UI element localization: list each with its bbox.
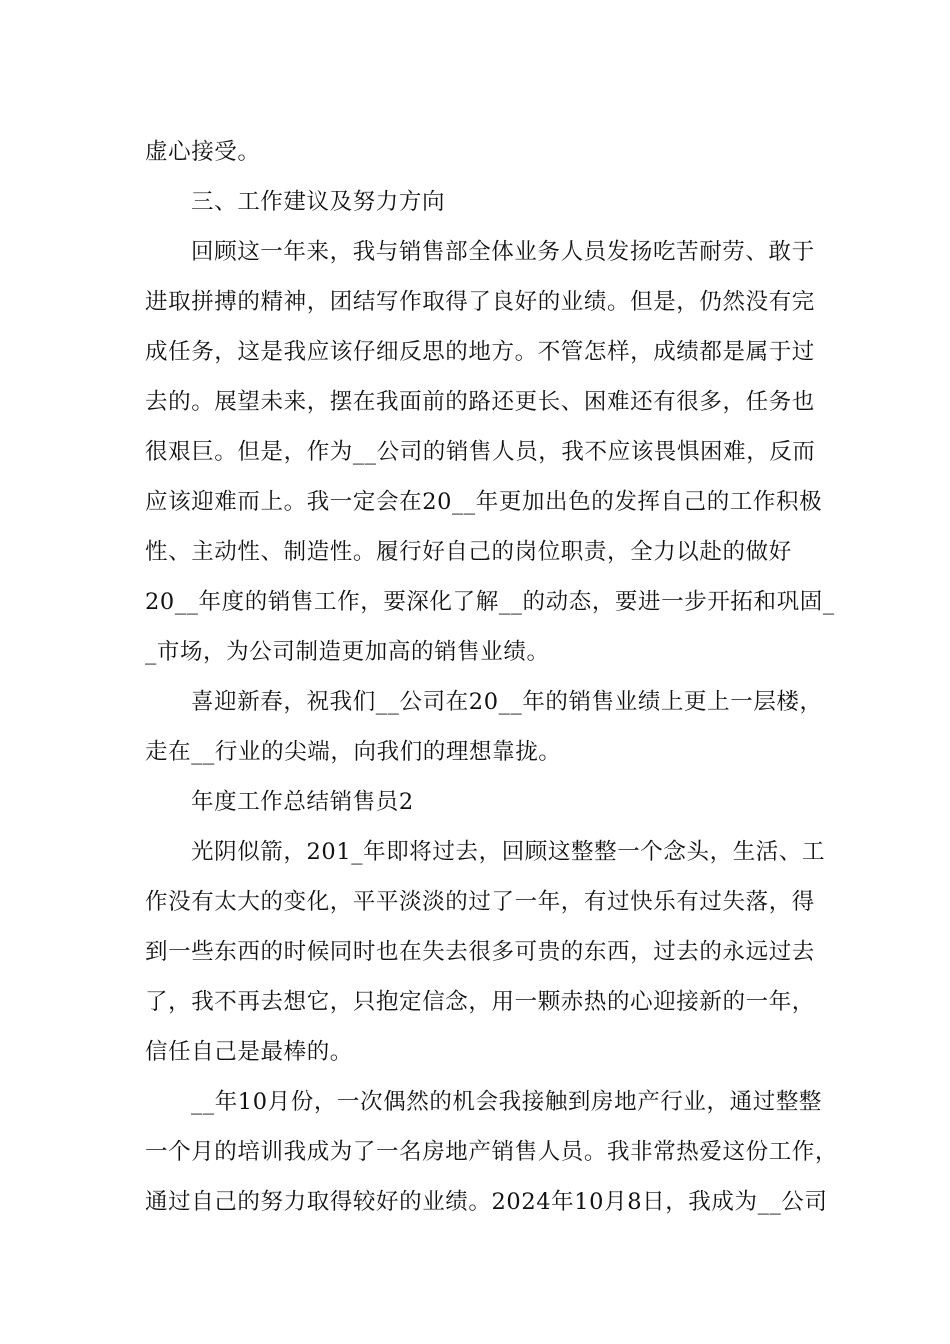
text-line: 虚心接受。	[145, 139, 261, 165]
section-heading: 年度工作总结销售员2	[191, 789, 414, 815]
text-line: 了，我不再去想它，只抱定信念，用一颗赤热的心迎接新的一年，	[145, 989, 815, 1015]
text-line: 去的。展望未来，摆在我面前的路还更长、困难还有很多，任务也	[145, 389, 815, 415]
text-line: 回顾这一年来，我与销售部全体业务人员发扬吃苦耐劳、敢于	[191, 239, 815, 265]
text-line: 作没有太大的变化，平平淡淡的过了一年，有过快乐有过失落，得	[145, 889, 815, 915]
text-line: 通过自己的努力取得较好的业绩。2024年10月8日，我成为__公司	[145, 1189, 828, 1215]
text-line: 20__年度的销售工作，要深化了解__的动态，要进一步开拓和巩固_	[145, 589, 835, 615]
text-line: 到一些东西的时候同时也在失去很多可贵的东西，过去的永远过去	[145, 939, 815, 965]
text-line: 走在__行业的尖端，向我们的理想靠拢。	[145, 739, 562, 765]
text-line: 喜迎新春，祝我们__公司在20__年的销售业绩上更上一层楼，	[191, 689, 823, 715]
text-line: __年10月份，一次偶然的机会我接触到房地产行业，通过整整	[191, 1089, 823, 1115]
text-line: 应该迎难而上。我一定会在20__年更加出色的发挥自己的工作积极	[145, 489, 823, 515]
text-line: _市场，为公司制造更加高的销售业绩。	[145, 639, 550, 665]
text-line: 光阴似箭，201_年即将过去，回顾这整整一个念头，生活、工	[191, 839, 826, 865]
section-heading: 三、工作建议及努力方向	[191, 189, 446, 215]
text-line: 一个月的培训我成为了一名房地产销售人员。我非常热爱这份工作，	[145, 1139, 839, 1165]
text-line: 性、主动性、制造性。履行好自己的岗位职责，全力以赴的做好	[145, 539, 792, 565]
text-line: 进取拼搏的精神，团结写作取得了良好的业绩。但是，仍然没有完	[145, 289, 815, 315]
text-line: 信任自己是最棒的。	[145, 1039, 353, 1065]
text-line: 很艰巨。但是，作为__公司的销售人员，我不应该畏惧困难，反而	[145, 439, 816, 465]
text-line: 成任务，这是我应该仔细反思的地方。不管怎样，成绩都是属于过	[145, 339, 815, 365]
